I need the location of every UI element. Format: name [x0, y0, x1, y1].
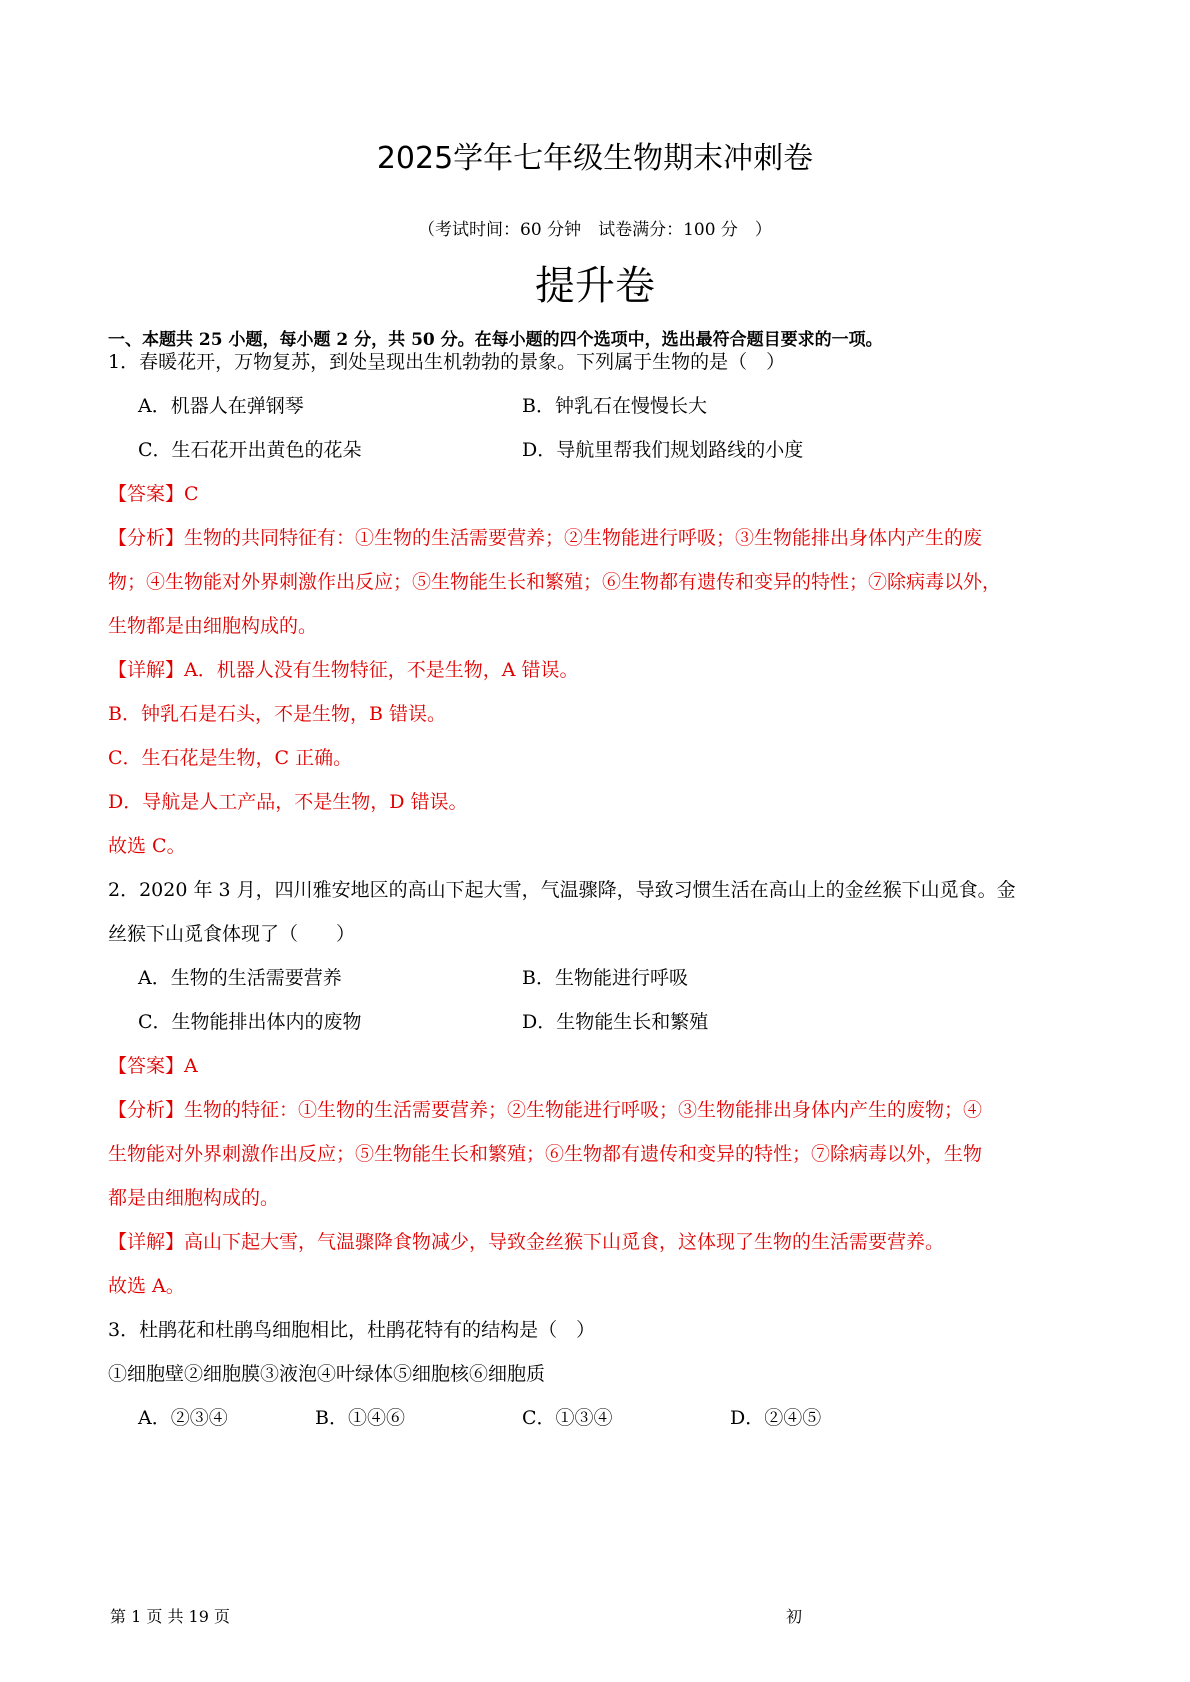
footer-mark: 初 [786, 1607, 803, 1626]
page-title: 2025学年七年级生物期末冲刺卷 [376, 141, 814, 176]
q2-detail-line: 【详解】高山下起大雪，气温骤降食物减少，导致金丝猴下山觅食，这体现了生物的生活需要营养。 [108, 1231, 945, 1253]
section-heading: 一、本题共 25 小题，每小题 2 分，共 50 分。在每小题的四个选项中，选出最符合题目要求的一项。 [108, 330, 883, 350]
q1-analysis-line: 物；④生物能对外界刺激作出反应；⑤生物能生长和繁殖；⑥生物都有遗传和变异的特性；⑦除病毒以外， [108, 571, 1002, 593]
q1-detail-line: B．钟乳石是石头，不是生物，B 错误。 [108, 703, 446, 725]
q1-detail-line: 【详解】A．机器人没有生物特征，不是生物，A 错误。 [108, 659, 579, 681]
q2-analysis-line: 都是由细胞构成的。 [108, 1187, 280, 1209]
q1-detail-line: D．导航是人工产品，不是生物，D 错误。 [108, 791, 468, 813]
q1-detail-line: C．生石花是生物，C 正确。 [108, 747, 353, 769]
q1-answer: 【答案】C [108, 483, 199, 505]
q3-stem: 3．杜鹃花和杜鹃鸟细胞相比，杜鹃花特有的结构是（ ） [108, 1319, 596, 1341]
q1-conclusion: 故选 C。 [108, 835, 186, 857]
page-subtitle: 提升卷 [535, 263, 655, 309]
q1-analysis-line: 【分析】生物的共同特征有：①生物的生活需要营养；②生物能进行呼吸；③生物能排出身体内产生的废 [108, 527, 983, 549]
q2-option-d: D．生物能生长和繁殖 [522, 1011, 709, 1033]
q3-option-a: A．②③④ [138, 1407, 228, 1429]
q1-option-c: C．生石花开出黄色的花朵 [138, 439, 362, 461]
q1-option-d: D．导航里帮我们规划路线的小度 [522, 439, 804, 461]
q3-option-b: B．①④⑥ [315, 1407, 405, 1429]
q2-answer: 【答案】A [108, 1055, 198, 1077]
q2-stem: 丝猴下山觅食体现了（ ） [108, 923, 356, 945]
q2-option-c: C．生物能排出体内的废物 [138, 1011, 362, 1033]
q2-analysis-line: 生物能对外界刺激作出反应；⑤生物能生长和繁殖；⑥生物都有遗传和变异的特性；⑦除病毒以外，生物 [108, 1143, 983, 1165]
q2-conclusion: 故选 A。 [108, 1275, 185, 1297]
q2-option-a: A．生物的生活需要营养 [138, 967, 342, 989]
q2-stem: 2．2020 年 3 月，四川雅安地区的高山下起大雪，气温骤降，导致习惯生活在高山上的金丝猴下山觅食。金 [108, 879, 1016, 901]
q3-option-d: D．②④⑤ [730, 1407, 822, 1429]
q2-analysis-line: 【分析】生物的特征：①生物的生活需要营养；②生物能进行呼吸；③生物能排出身体内产生的废物；④ [108, 1099, 983, 1121]
q2-option-b: B．生物能进行呼吸 [522, 967, 688, 989]
page-number: 第 1 页 共 19 页 [110, 1607, 230, 1626]
q1-analysis-line: 生物都是由细胞构成的。 [108, 615, 318, 637]
q3-items: ①细胞壁②细胞膜③液泡④叶绿体⑤细胞核⑥细胞质 [108, 1363, 546, 1385]
q1-option-a: A．机器人在弹钢琴 [138, 395, 304, 417]
exam-info: （考试时间：60 分钟 试卷满分：100 分 ） [418, 220, 772, 240]
q1-stem: 1．春暖花开，万物复苏，到处呈现出生机勃勃的景象。下列属于生物的是（ ） [108, 351, 786, 373]
q3-option-c: C．①③④ [522, 1407, 613, 1429]
q1-option-b: B．钟乳石在慢慢长大 [522, 395, 707, 417]
